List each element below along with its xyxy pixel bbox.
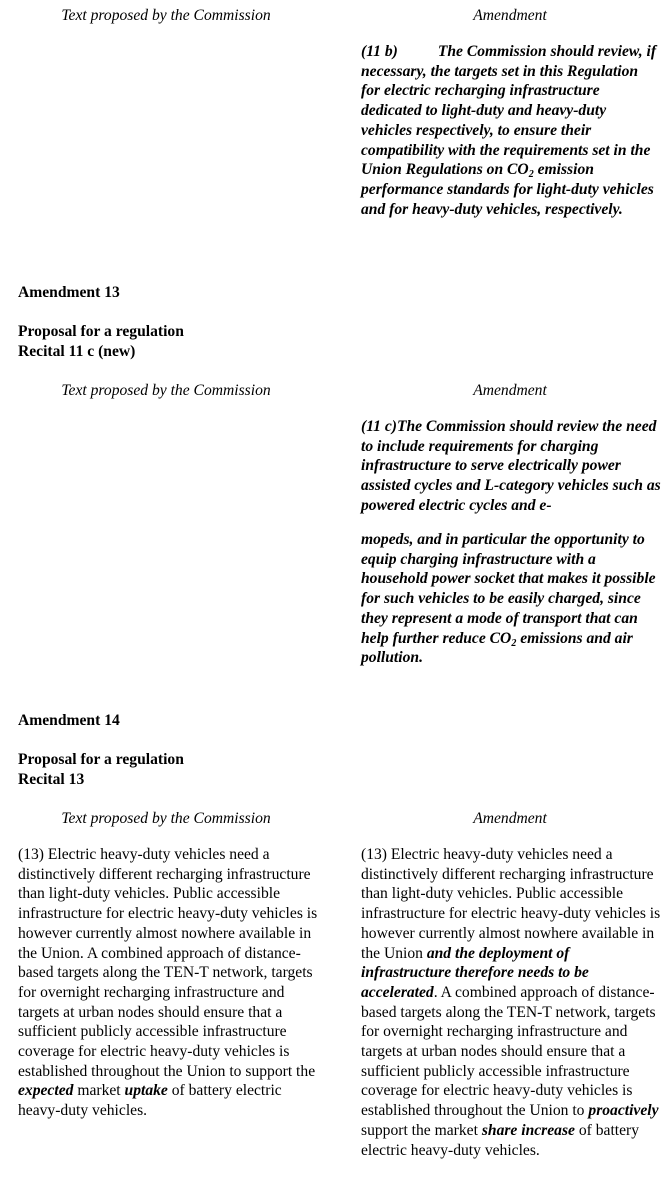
column-header-amendment: Amendment <box>473 7 547 24</box>
column-header-amendment: Amendment <box>473 810 547 827</box>
recital-11c-text-part1: (11 c)The Commission should review the need to include requirements for charging infrastructure to serve electrically power assisted cycles and L-category vehicles such as powered electric cycles and e- <box>361 418 661 514</box>
text-run: market <box>73 1082 125 1100</box>
emphasis-run: share increase <box>481 1121 575 1139</box>
column-header-commission: Text proposed by the Commission <box>61 382 271 399</box>
text-run: support the market <box>361 1121 482 1139</box>
amendment-14-recital: Recital 13 <box>18 771 85 788</box>
amendment-14-proposal: Proposal for a regulation <box>18 751 184 768</box>
recital-body-a: The Commission should review, if necessary, the targets set in this Regulation for electric recharging infrastructure dedicated to light-duty and heavy-duty vehicles respectively, to ensure their compatibility with the requirements set in the Union Regulations on CO <box>361 43 657 179</box>
subscript: 2 <box>528 169 534 181</box>
emphasis-run: proactively <box>588 1102 659 1120</box>
recital-13-amendment-text <box>361 845 661 1160</box>
recital-number: (11 b) <box>361 43 398 60</box>
text-run: (13) Electric heavy-duty vehicles need a distinctively different recharging infrastructure than light-duty vehicles. Public accessible infrastructure for electric heavy-duty vehicles is however currently almost nowhere available in the Union <box>361 846 661 962</box>
recital-body-b: emission performance standards for light-duty vehicles and for heavy-duty vehicles, respectively. <box>361 161 654 218</box>
emphasis-run: expected <box>18 1082 74 1100</box>
recital-11c-text-part2 <box>361 530 661 668</box>
amendment-13-recital: Recital 11 c (new) <box>18 343 136 360</box>
recital-body-a: mopeds, and in particular the opportunity to equip charging infrastructure with a household power socket that makes it possible for such vehicles to be easily charged, since they represent a mode of transport that can help further reduce CO <box>361 531 656 647</box>
column-header-commission: Text proposed by the Commission <box>61 810 271 827</box>
amendment-13-title: Amendment 13 <box>18 284 120 301</box>
subscript: 2 <box>511 637 517 649</box>
text-run: . A combined approach of distance-based targets along the TEN-T network, targets for overnight recharging infrastructure and targets at urban nodes should ensure that a sufficient publicly accessible infrastructure coverage for electric heavy-duty vehicles is established throughout the Union to <box>361 983 656 1120</box>
text-run: of battery electric heavy-duty vehicles. <box>361 1121 640 1159</box>
column-header-amendment: Amendment <box>473 382 547 399</box>
amendment-13-proposal: Proposal for a regulation <box>18 323 184 340</box>
recital-11b-text <box>361 42 661 219</box>
recital-13-commission-text <box>18 845 318 1121</box>
amendment-14-title: Amendment 14 <box>18 712 120 729</box>
emphasis-run: uptake <box>124 1082 168 1100</box>
text-run: of battery electric heavy-duty vehicles. <box>18 1082 282 1120</box>
recital-body-b: emissions and air pollution. <box>361 629 633 667</box>
column-header-commission: Text proposed by the Commission <box>61 7 271 24</box>
text-run: (13) Electric heavy-duty vehicles need a distinctively different recharging infrastructure than light-duty vehicles. Public accessible infrastructure for electric heavy-duty vehicles is however currently almost nowhere available in the Union. A combined approach of distance-based targets along the TEN-T network, targets for overnight recharging infrastructure and targets at urban nodes should ensure that a sufficient publicly accessible infrastructure coverage for electric heavy-duty vehicles is established throughout the Union to support the <box>18 846 318 1080</box>
emphasis-run: and the deployment of infrastructure therefore needs to be accelerated <box>361 944 589 1001</box>
